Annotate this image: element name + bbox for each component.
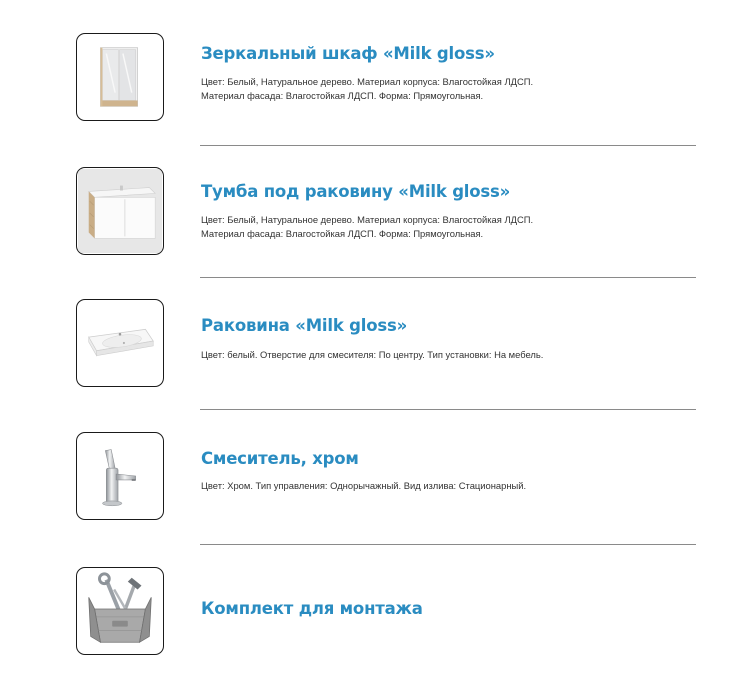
product-title[interactable]: Раковина «Milk gloss»	[201, 316, 408, 335]
product-description	[201, 75, 681, 102]
product-title[interactable]: Зеркальный шкаф «Milk gloss»	[201, 44, 495, 63]
product-title[interactable]: Комплект для монтажа	[201, 599, 423, 618]
description-line: Цвет: Белый, Натуральное дерево. Материал корпуса: Влагостойкая ЛДСП.	[201, 214, 534, 225]
vanity-unit-icon	[77, 168, 163, 254]
faucet-image[interactable]	[76, 432, 164, 520]
product-description	[201, 213, 681, 240]
divider	[200, 277, 696, 278]
description-line: Цвет: Хром. Тип управления: Однорычажный. Вид излива: Стационарный.	[201, 480, 527, 491]
product-description	[201, 348, 681, 362]
mounting-kit-image[interactable]	[76, 567, 164, 655]
divider	[200, 409, 696, 410]
product-title[interactable]: Тумба под раковину «Milk gloss»	[201, 182, 511, 201]
toolbox-icon	[77, 568, 163, 654]
description-line: Материал фасада: Влагостойкая ЛДСП. Форма: Прямоугольная.	[201, 89, 484, 101]
washbasin-icon	[77, 300, 163, 386]
divider	[200, 145, 696, 146]
product-title[interactable]: Смеситель, хром	[201, 449, 359, 468]
description-line: Цвет: Белый, Натуральное дерево. Материал корпуса: Влагостойкая ЛДСП.	[201, 76, 534, 87]
description-line: Цвет: белый. Отверстие для смесителя: По центру. Тип установки: На мебель.	[201, 349, 544, 360]
faucet-icon	[77, 433, 163, 519]
description-line: Материал фасада: Влагостойкая ЛДСП. Форма: Прямоугольная.	[201, 227, 484, 239]
vanity-unit-image[interactable]	[76, 167, 164, 255]
mirror-cabinet-image[interactable]	[76, 33, 164, 121]
product-description	[201, 479, 681, 493]
mirror-cabinet-icon	[77, 34, 163, 120]
divider	[200, 544, 696, 545]
washbasin-image[interactable]	[76, 299, 164, 387]
